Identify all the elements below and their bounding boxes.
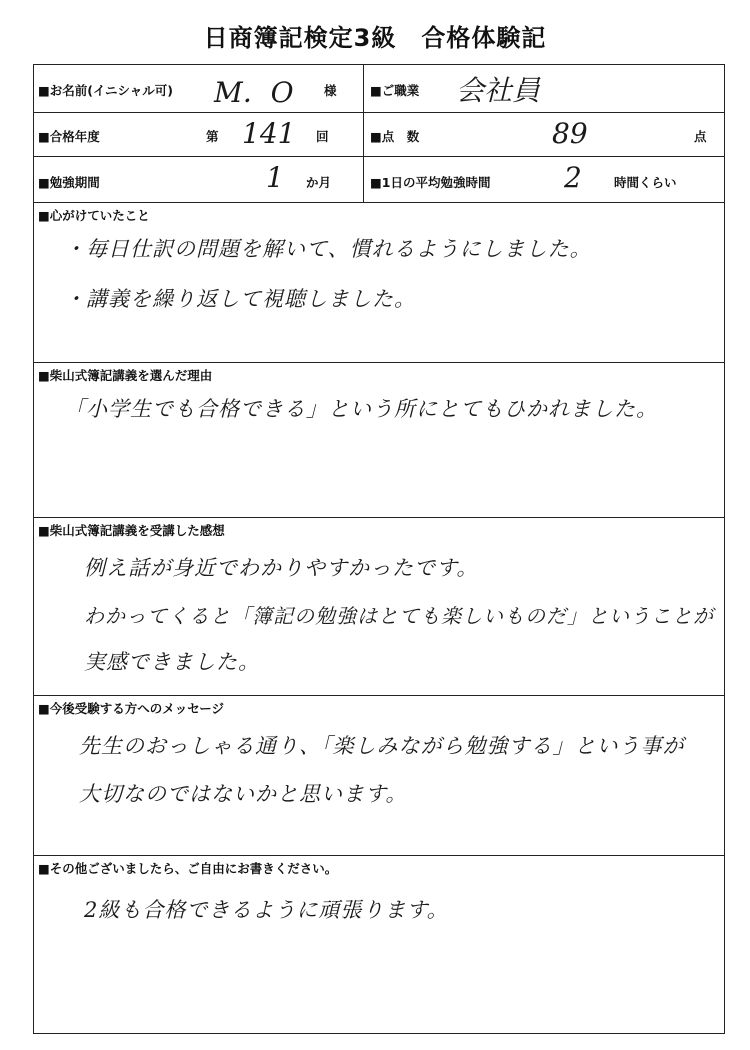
job-cell xyxy=(364,65,726,112)
section-impressions-line-3: 実感できました。 xyxy=(84,650,260,674)
section-message xyxy=(34,696,724,856)
year-suffix: 回 xyxy=(316,129,329,144)
year-value: 141 xyxy=(242,117,296,150)
period-label: ■勉強期間 xyxy=(38,175,100,190)
info-row-3 xyxy=(34,157,724,203)
section-impressions-line-2: わかってくると「簿記の勉強はとても楽しいものだ」ということが xyxy=(84,604,714,628)
info-row-2 xyxy=(34,113,724,157)
section-other xyxy=(34,856,724,1032)
section-other-label: ■その他ございましたら、ご自由にお書きください。 xyxy=(38,861,338,876)
year-cell xyxy=(34,113,364,156)
info-row-1 xyxy=(34,65,724,113)
daily-cell xyxy=(364,157,726,202)
job-label: ■ご職業 xyxy=(370,83,420,98)
score-label: ■点 数 xyxy=(370,129,420,144)
section-message-line-1: 先生のおっしゃる通り、「楽しみながら勉強する」という事が xyxy=(79,734,685,758)
section-reason-line-1: 「小学生でも合格できる」という所にとてもひかれました。 xyxy=(64,397,658,421)
section-efforts xyxy=(34,203,724,363)
name-cell xyxy=(34,65,364,112)
section-efforts-line-1: ・毎日仕訳の問題を解いて、慣れるようにしました。 xyxy=(64,237,592,261)
period-suffix: か月 xyxy=(306,175,332,190)
score-value: 89 xyxy=(552,117,588,150)
section-reason xyxy=(34,363,724,518)
daily-value: 2 xyxy=(564,161,582,194)
daily-suffix: 時間くらい xyxy=(614,175,677,190)
testimonial-form xyxy=(33,64,725,1034)
year-label: ■合格年度 xyxy=(38,129,100,144)
section-efforts-label: ■心がけていたこと xyxy=(38,208,150,223)
job-value: 会社員 xyxy=(456,74,541,107)
period-value: 1 xyxy=(266,161,284,194)
period-cell xyxy=(34,157,364,202)
section-reason-label: ■柴山式簿記講義を選んだ理由 xyxy=(38,368,213,383)
name-value: M．O xyxy=(214,76,294,109)
section-message-label: ■今後受験する方へのメッセージ xyxy=(38,701,225,716)
section-other-line-1: 2級も合格できるように頑張ります。 xyxy=(84,898,449,922)
section-impressions-label: ■柴山式簿記講義を受講した感想 xyxy=(38,523,225,538)
section-message-line-2: 大切なのではないかと思います。 xyxy=(79,782,408,806)
section-efforts-line-2: ・講義を繰り返して視聴しました。 xyxy=(64,287,416,311)
name-label: ■お名前(イニシャル可) xyxy=(38,83,173,98)
section-impressions-line-1: 例え話が身近でわかりやすかったです。 xyxy=(84,556,479,580)
name-suffix: 様 xyxy=(324,83,337,98)
score-suffix: 点 xyxy=(694,129,707,144)
page-title: 日商簿記検定3級 合格体験記 xyxy=(203,24,547,52)
score-cell xyxy=(364,113,726,156)
year-prefix: 第 xyxy=(206,129,219,144)
daily-label: ■1日の平均勉強時間 xyxy=(370,175,491,190)
section-impressions xyxy=(34,518,724,696)
